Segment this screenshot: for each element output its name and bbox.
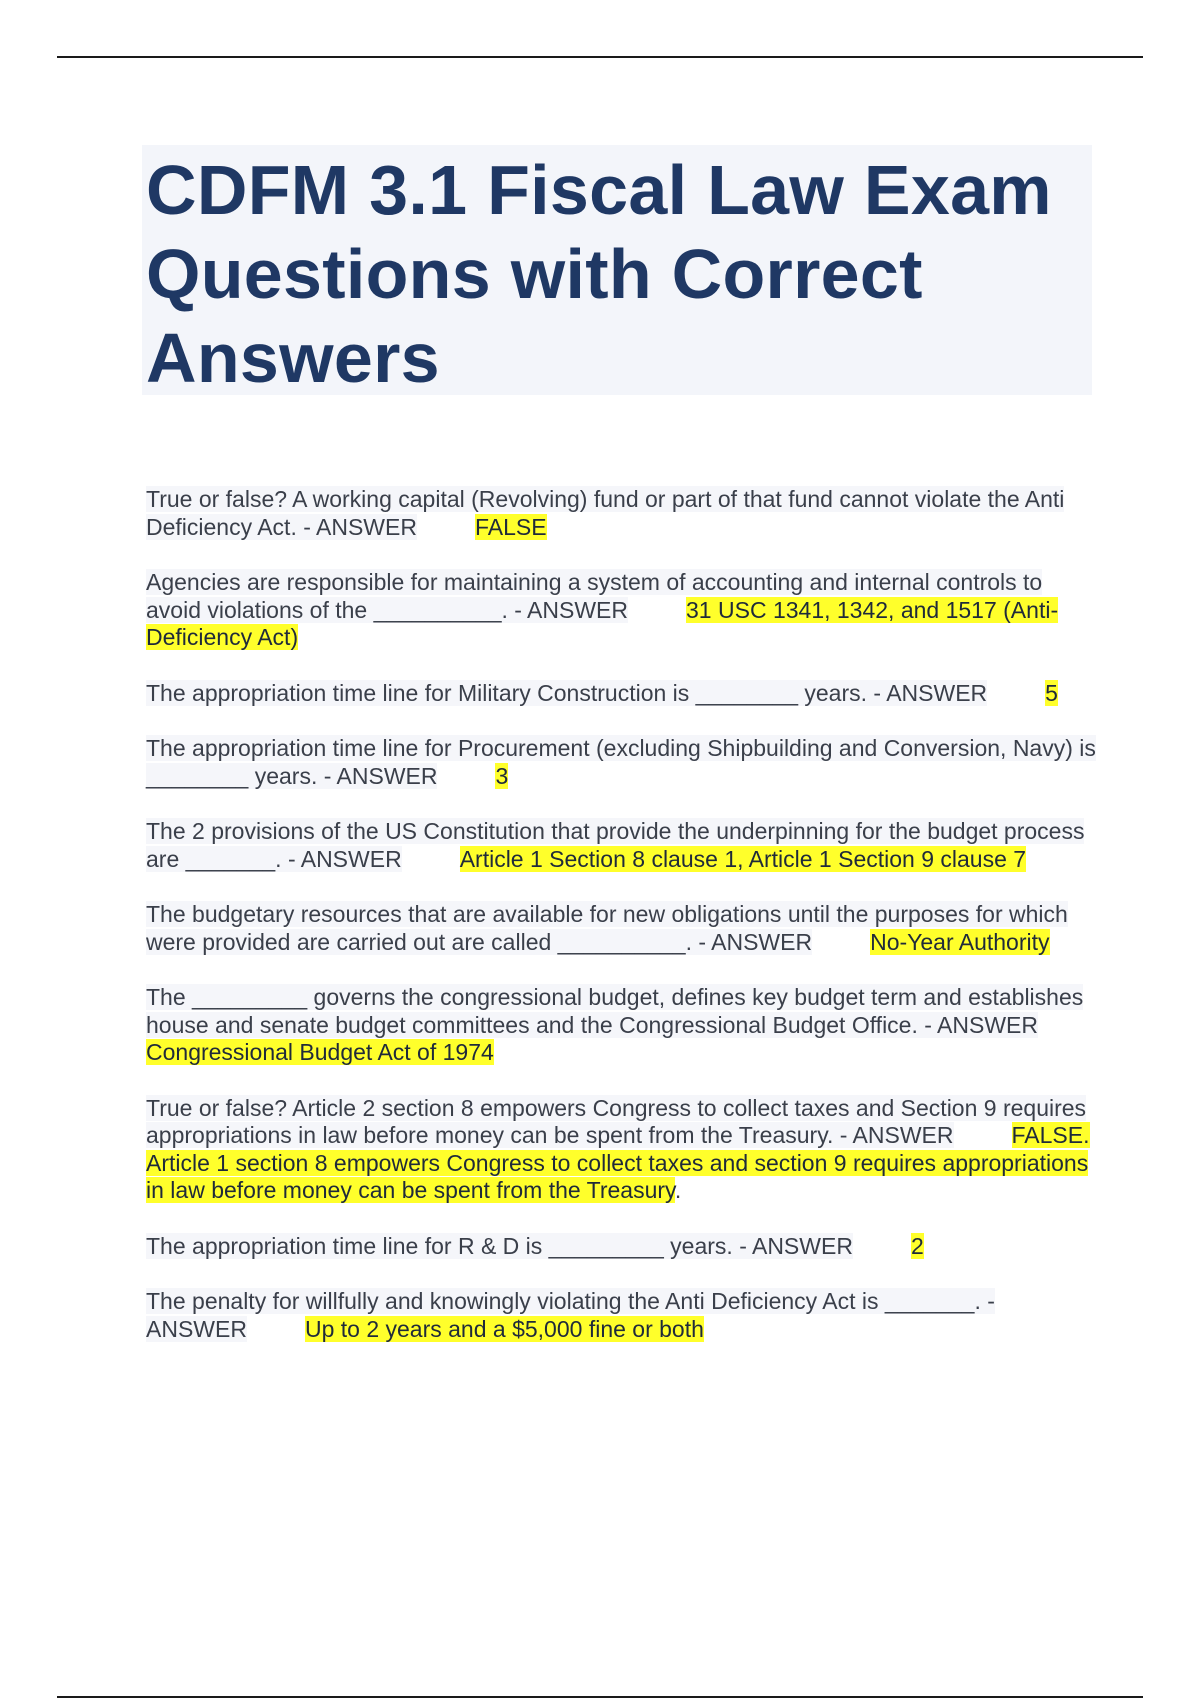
bottom-rule — [57, 1696, 1143, 1698]
answer-tail: . — [674, 1177, 682, 1203]
qa-item — [146, 901, 1096, 956]
document-title: CDFM 3.1 Fiscal Law Exam Questions with Correct Answers — [146, 151, 1052, 397]
qa-item — [146, 680, 1096, 708]
qa-item — [146, 569, 1096, 652]
answer-highlight: 2 — [910, 1232, 924, 1259]
question-text: The budgetary resources that are available for new obligations until the purposes for which were provided are carried out are called __________. - ANSWER — [146, 901, 1068, 955]
qa-item — [146, 984, 1096, 1067]
answer-highlight: Article 1 Section 8 clause 1, Article 1 Section 9 clause 7 — [459, 845, 1027, 872]
top-rule — [57, 56, 1143, 58]
qa-list — [146, 486, 1096, 1371]
answer-highlight: 31 USC 1341, 1342, and 1517 (Anti-Deficiency Act) — [146, 596, 1059, 650]
qa-item — [146, 818, 1096, 873]
answer-highlight: Up to 2 years and a $5,000 fine or both — [304, 1315, 704, 1342]
question-text: Agencies are responsible for maintaining a system of accounting and internal controls to avoid violations of the __________. - ANSWER — [146, 569, 1043, 623]
answer-highlight: FALSE — [474, 513, 547, 540]
qa-item — [146, 486, 1096, 541]
title-block — [142, 145, 1092, 395]
question-text: The appropriation time line for Procurement (excluding Shipbuilding and Conversion, Navy) is ________ years. - ANSWER — [146, 735, 1096, 789]
qa-item — [146, 1233, 1096, 1261]
question-text: The appropriation time line for Military Construction is ________ years. - ANSWER — [146, 679, 988, 706]
answer-highlight: 3 — [495, 762, 509, 789]
question-text: The penalty for willfully and knowingly violating the Anti Deficiency Act is _______. - ANSWER — [146, 1288, 995, 1342]
qa-item — [146, 1095, 1096, 1205]
answer-highlight: No-Year Authority — [870, 928, 1050, 955]
question-text: The _________ governs the congressional budget, defines key budget term and establishes house and senate budget committees and the Congressional Budget Office. - ANSWER — [146, 984, 1084, 1038]
qa-item — [146, 1288, 1096, 1343]
question-text: The 2 provisions of the US Constitution that provide the underpinning for the budget process are _______. - ANSWER — [146, 818, 1085, 872]
question-text: The appropriation time line for R & D is _________ years. - ANSWER — [146, 1232, 853, 1259]
qa-item — [146, 735, 1096, 790]
answer-highlight: 5 — [1045, 679, 1058, 706]
answer-highlight: Congressional Budget Act of 1974 — [146, 1039, 494, 1065]
question-text: True or false? Article 2 section 8 empowers Congress to collect taxes and Section 9 requires appropriations in law before money can be spent from the Treasury. - ANSWER — [146, 1094, 1087, 1148]
question-text: True or false? A working capital (Revolving) fund or part of that fund cannot violate the Anti Deficiency Act. - ANSWER — [146, 486, 1065, 540]
answer-highlight: FALSE. Article 1 section 8 empowers Congress to collect taxes and section 9 requires appropriations in law before money can be spent from the Treasury — [146, 1122, 1090, 1203]
